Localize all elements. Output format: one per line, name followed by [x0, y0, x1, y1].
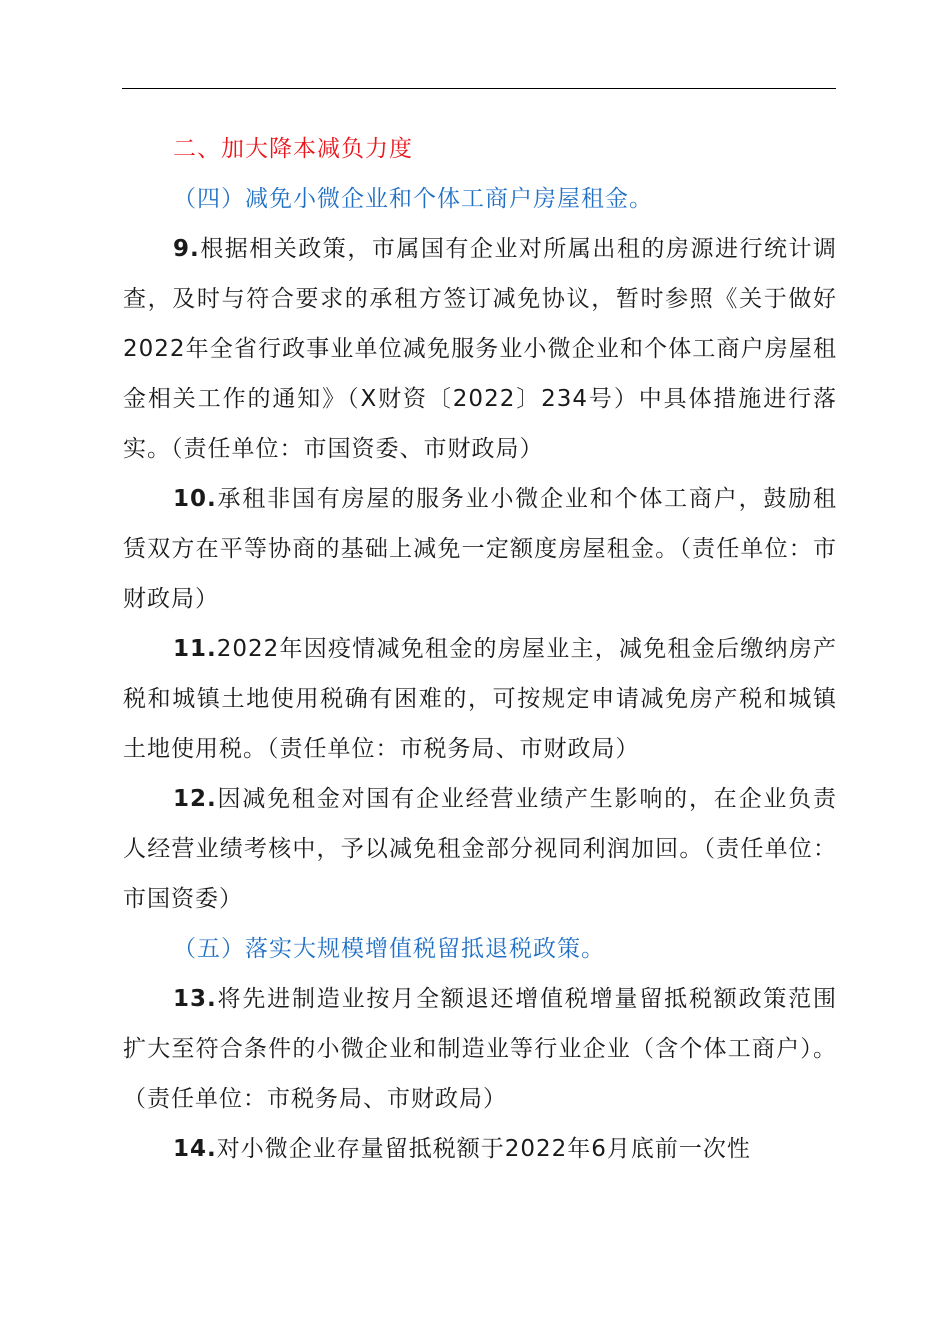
- paragraph-item-14: [123, 1124, 837, 1174]
- sub-heading-4: （四）减免小微企业和个体工商户房屋租金。: [173, 186, 653, 212]
- item-text: 对小微企业存量留抵税额于2022年6月底前一次性: [216, 1136, 751, 1162]
- item-number: 14.: [173, 1136, 217, 1162]
- item-number: 11.: [173, 636, 217, 662]
- item-text: 因减免租金对国有企业经营业绩产生影响的，在企业负责人经营业绩考核中，予以减免租金部分视同利润加回。（责任单位：市国资委）: [123, 786, 837, 912]
- paragraph-item-12: [123, 774, 837, 924]
- item-text: 2022年因疫情减免租金的房屋业主，减免租金后缴纳房产税和城镇土地使用税确有困难的，可按规定申请减免房产税和城镇土地使用税。（责任单位：市税务局、市财政局）: [123, 636, 837, 762]
- section-heading: 二、加大降本减负力度: [173, 136, 413, 162]
- item-number: 9.: [173, 236, 200, 262]
- paragraph-item-11: [123, 624, 837, 774]
- paragraph-item-13: [123, 974, 837, 1124]
- paragraph-item-9: [123, 224, 837, 474]
- item-number: 12.: [173, 786, 217, 812]
- item-text: 根据相关政策，市属国有企业对所属出租的房源进行统计调查，及时与符合要求的承租方签订减免协议，暂时参照《关于做好2022年全省行政事业单位减免服务业小微企业和个体工商户房屋租金相关工作的通知》（X财资〔2022〕234号）中具体措施进行落实。（责任单位：市国资委、市财政局）: [123, 236, 837, 462]
- item-number: 13.: [173, 986, 217, 1012]
- header-rule: [122, 88, 836, 89]
- document-body: [123, 124, 837, 1174]
- item-text: 承租非国有房屋的服务业小微企业和个体工商户，鼓励租赁双方在平等协商的基础上减免一定额度房屋租金。（责任单位：市财政局）: [123, 486, 837, 612]
- paragraph-item-10: [123, 474, 837, 624]
- item-number: 10.: [173, 486, 217, 512]
- item-text: 将先进制造业按月全额退还增值税增量留抵税额政策范围扩大至符合条件的小微企业和制造业等行业企业（含个体工商户）。（责任单位：市税务局、市财政局）: [123, 986, 837, 1112]
- sub-heading-5: （五）落实大规模增值税留抵退税政策。: [173, 936, 605, 962]
